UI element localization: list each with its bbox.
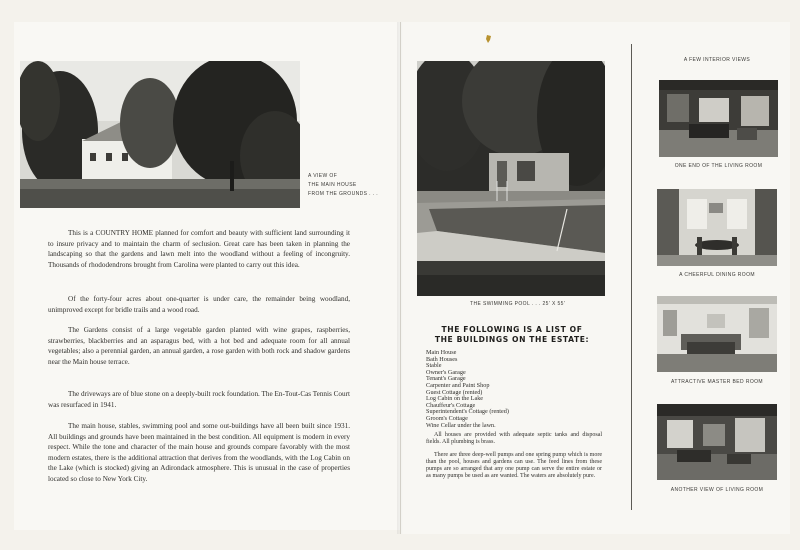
- list-item: Tenant's Garage: [426, 375, 466, 383]
- master-bedroom-photo: [657, 296, 777, 372]
- wells-paragraph: [426, 452, 602, 480]
- living-room-view-photo: [657, 404, 777, 480]
- interior-caption: ONE END OF THE LIVING ROOM: [674, 163, 763, 169]
- paragraph-main-house: The main house, stables, swimming pool and some out-buildings have all been built since 1931. All buildings and grounds have been maintained in the best condition. All equipment is modern in every respect. While the tone and character of the main house and grounds compare favorably with the most modern estates, there is the additional attraction that derives from the woodlands, with the Log Cabin on the Lake (which is stocked) giving an Adirondack atmosphere. This is unusual in the case of properties located so close to New York City.: [48, 422, 350, 483]
- buildings-list-heading: [424, 325, 600, 345]
- swimming-pool-photo: [417, 61, 605, 296]
- buildings-list: [426, 350, 602, 429]
- interior-caption: A CHEERFUL DINING ROOM: [679, 272, 755, 278]
- paragraph-wells: There are three deep-well pumps and one spring pump which is more than the pool, houses and gardens can use. The feed lines from these pumps are so arranged that any one pump can serve the entire estate or as many pumps be used as are wanted. The waters are absolutely pure.: [426, 452, 602, 479]
- interior-heading: A FEW INTERIOR VIEWS: [683, 57, 751, 63]
- interior-caption: ATTRACTIVE MASTER BED ROOM: [671, 379, 763, 385]
- main-house-photo: [20, 61, 300, 208]
- paragraph-acreage: Of the forty-four acres about one-quarter is under care, the remainder being woodland, unimproved except for bridle trails and a wood road.: [48, 295, 350, 314]
- pool-caption: THE SWIMMING POOL . . . 25' X 55': [470, 301, 566, 307]
- list-item: Chauffeur's Cottage: [426, 401, 476, 409]
- list-heading-line: THE FOLLOWING IS A LIST OF: [441, 325, 583, 334]
- gardens-paragraph: [48, 325, 350, 367]
- acreage-paragraph: [48, 294, 350, 315]
- list-item: Owner's Garage: [426, 368, 466, 376]
- house-caption-line: FROM THE GROUNDS . . .: [308, 191, 379, 197]
- page-gutter: [397, 22, 403, 534]
- living-room-photo: [659, 80, 778, 157]
- list-item: Guest Cottage (rented): [426, 388, 483, 396]
- paragraph-gardens: The Gardens consist of a large vegetable garden planted with wine grapes, raspberries, strawberries, blackberries and an asparagus bed, with a hot bed and adequate room for all annual vegetables; also a perennial garden, an annual garden, a rose garden with both rock and shadow gardens near the Main house terrace.: [48, 326, 350, 366]
- list-heading-line: THE BUILDINGS ON THE ESTATE:: [434, 335, 590, 344]
- septic-paragraph: [426, 432, 602, 446]
- buildings-paragraph: [48, 421, 350, 485]
- list-item: Bath Houses: [426, 355, 458, 363]
- driveways-paragraph: [48, 389, 350, 410]
- column-divider: [631, 44, 632, 510]
- list-item: Main House: [426, 349, 457, 356]
- dining-room-photo: [657, 189, 777, 266]
- paragraph-country-home: This is a COUNTRY HOME planned for comfort and beauty with sufficient land surrounding it to insure privacy and to maintain the charm of seclusion. Great care has been taken in planning the landscaping so that the gardens and lawn melt into the woodland without a feeling of incongruity. Thousands of rhododendrons brought from Carolina were planted to carry out this idea.: [48, 229, 350, 269]
- paper-tear-mark: [484, 34, 494, 44]
- list-item: Wine Cellar under the lawn.: [426, 421, 496, 429]
- list-item: Superintendent's Cottage (rented): [426, 408, 509, 416]
- intro-paragraph: [48, 228, 350, 270]
- paragraph-driveways: The driveways are of blue stone on a deeply-built rock foundation. The En-Tout-Cas Tennis Court was resurfaced in 1941.: [48, 390, 350, 409]
- house-caption-line: THE MAIN HOUSE: [308, 182, 357, 188]
- list-item: Carpenter and Paint Shop: [426, 381, 490, 389]
- list-item: Groom's Cottage: [426, 414, 468, 422]
- interior-caption: ANOTHER VIEW OF LIVING ROOM: [670, 487, 764, 493]
- list-item: Stable: [426, 362, 442, 370]
- list-item: Log Cabin on the Lake: [426, 395, 484, 403]
- house-caption: [308, 172, 388, 199]
- house-caption-line: A VIEW OF: [308, 173, 338, 179]
- paragraph-septic: All houses are provided with adequate septic tanks and disposal fields. All plumbing is brass.: [426, 432, 602, 445]
